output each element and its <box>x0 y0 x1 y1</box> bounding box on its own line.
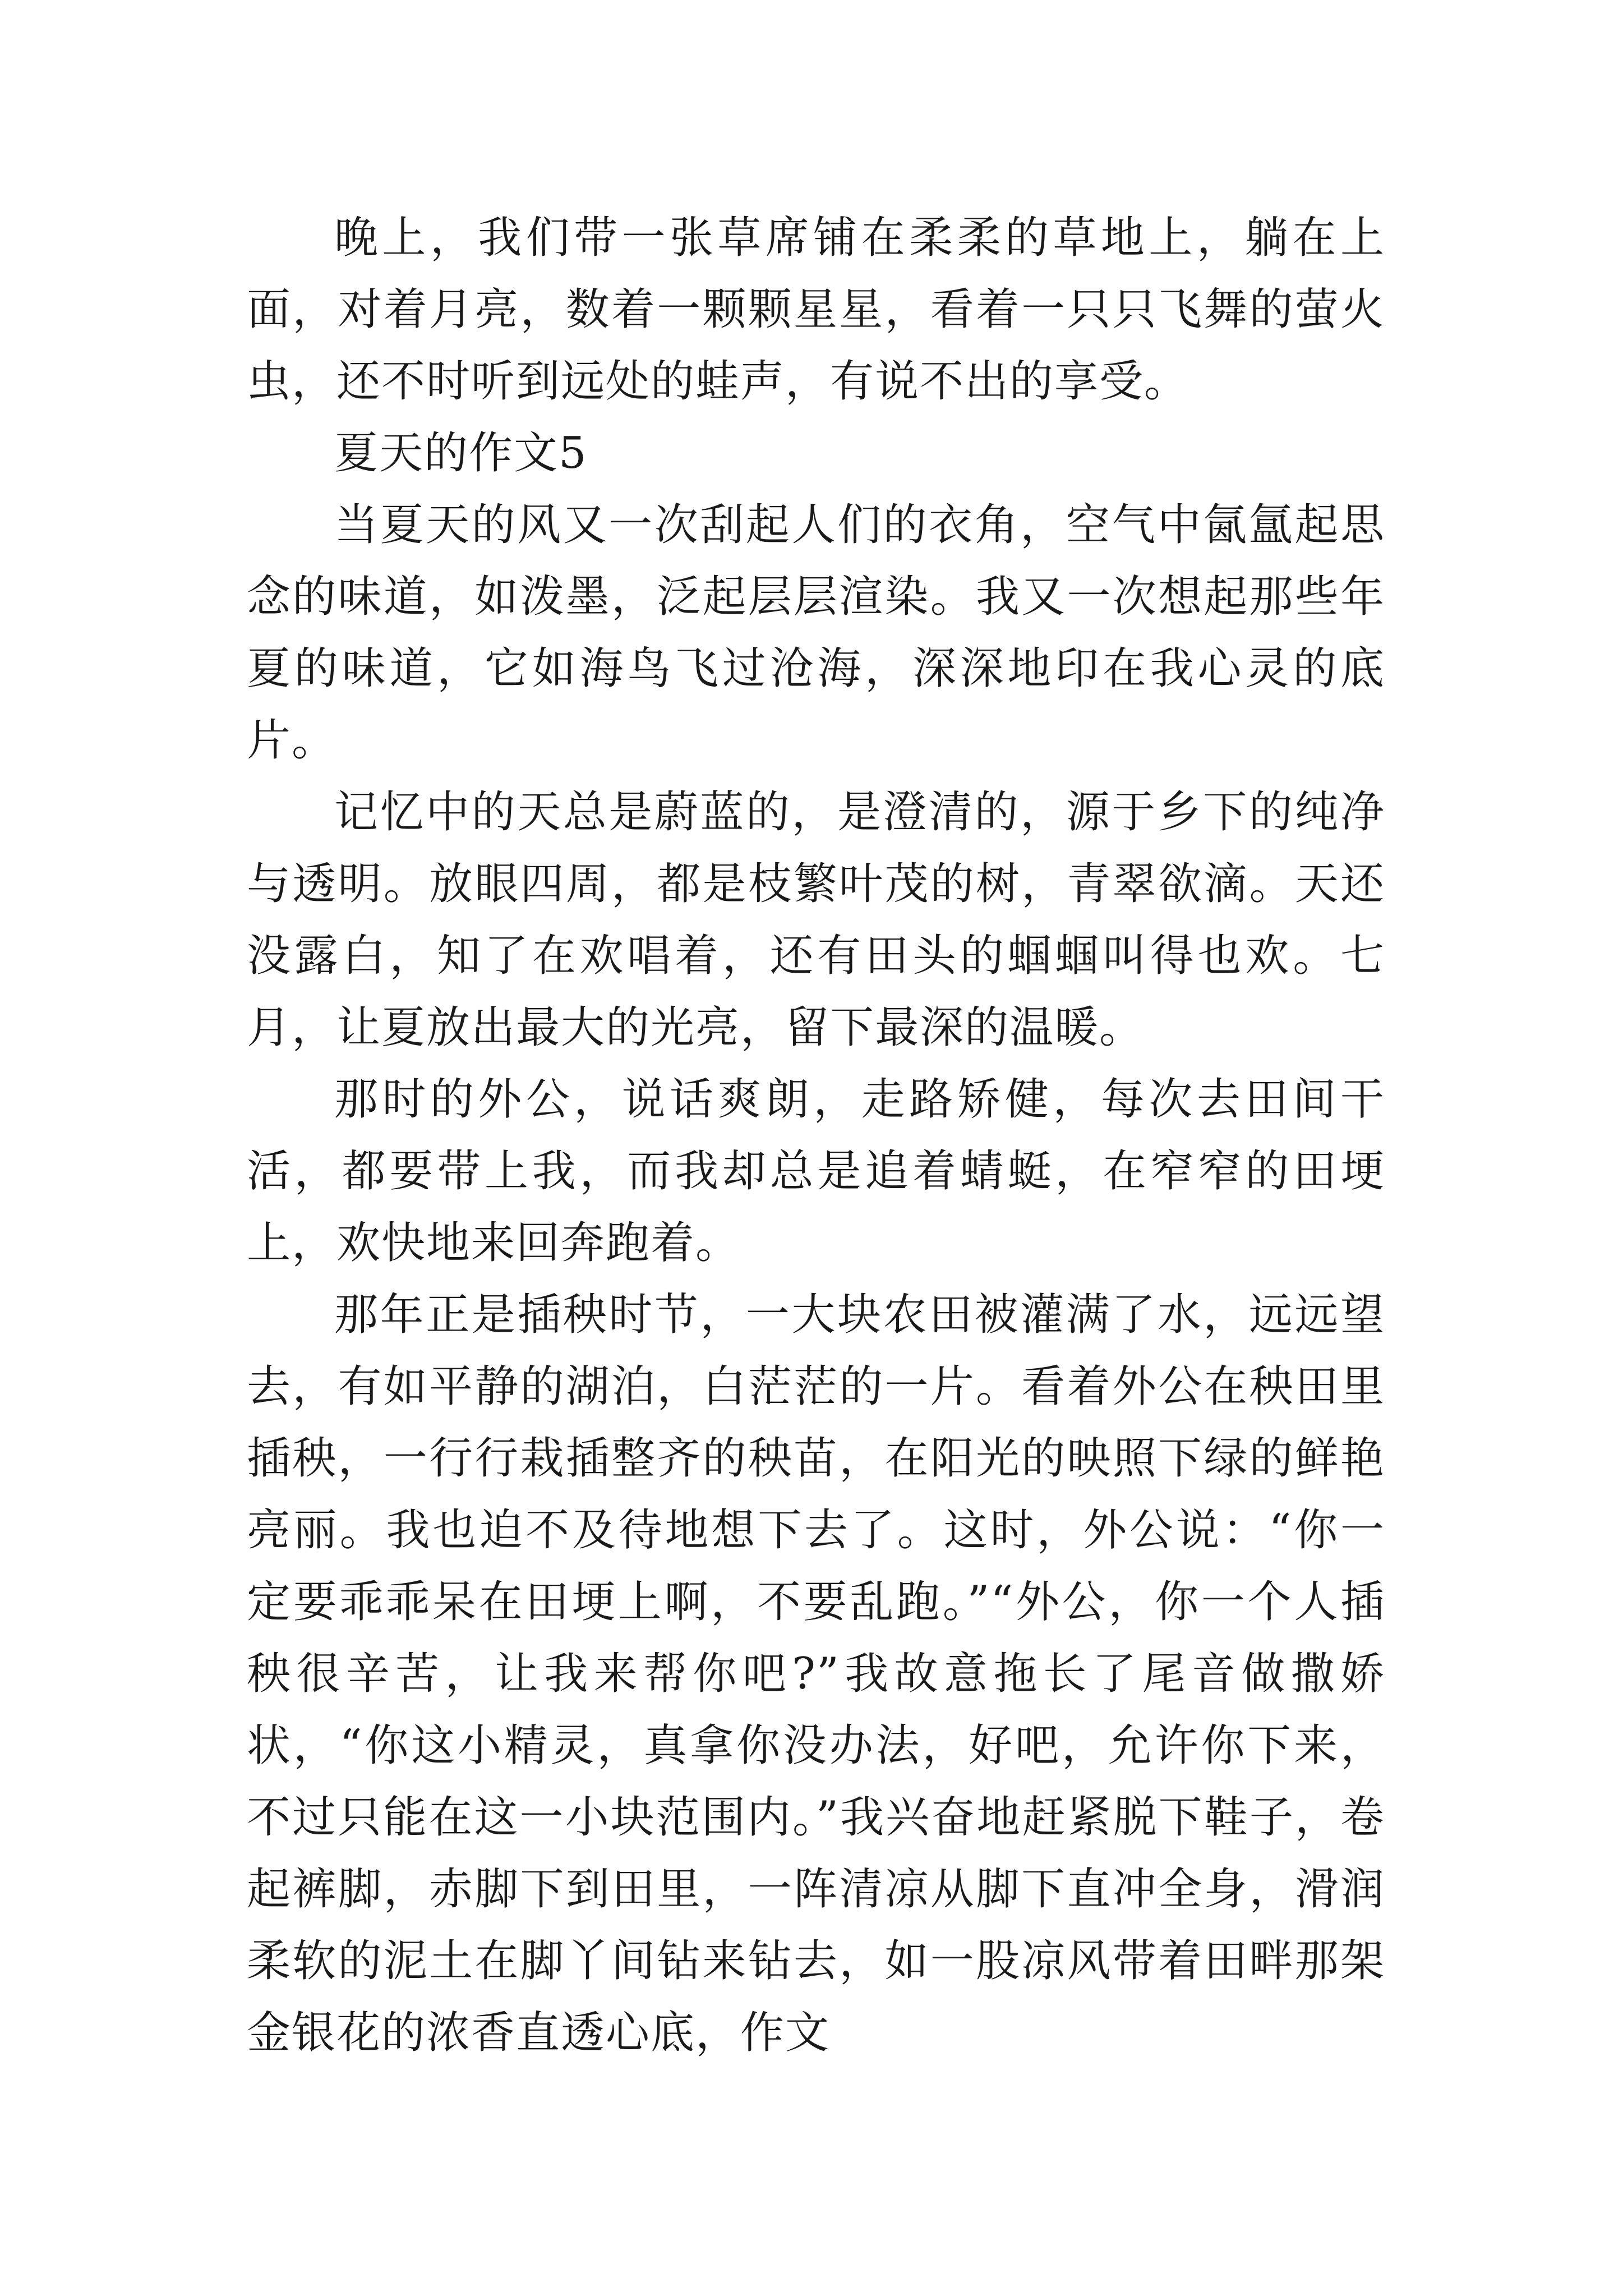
paragraph-summer-wind: 当夏天的风又一次刮起人们的衣角，空气中氤氲起思念的味道，如泼墨，泛起层层渲染。我又一次想起那些年夏的味道，它如海鸟飞过沧海，深深地印在我心灵的底片。 <box>247 500 1385 766</box>
paragraph-memory-sky: 记忆中的天总是蔚蓝的，是澄清的，源于乡下的纯净与透明。放眼四周，都是枝繁叶茂的树，青翠欲滴。天还没露白，知了在欢唱着，还有田头的蝈蝈叫得也欢。七月，让夏放出最大的光亮，留下最深的温暖。 <box>247 787 1385 1053</box>
essay-title: 夏天的作文5 <box>334 428 588 478</box>
document-body <box>247 202 1385 2069</box>
paragraph-night-stars: 晚上，我们带一张草席铺在柔柔的草地上，躺在上面，对着月亮，数着一颗颗星星，看着一只只飞舞的萤火虫，还不时听到远处的蛙声，有说不出的享受。 <box>247 213 1385 407</box>
paragraph-grandfather: 那时的外公，说话爽朗，走路矫健，每次去田间干活，都要带上我，而我却总是追着蜻蜓，在窄窄的田埂上，欢快地来回奔跑着。 <box>247 1074 1385 1268</box>
paragraph-rice-planting: 那年正是插秧时节，一大块农田被灌满了水，远远望去，有如平静的湖泊，白茫茫的一片。看着外公在秧田里插秧，一行行栽插整齐的秧苗，在阳光的映照下绿的鲜艳亮丽。我也迫不及待地想下去了。这时，外公说：“你一定要乖乖呆在田埂上啊，不要乱跑。”“外公，你一个人插秧很辛苦，让我来帮你吧?”我故意拖长了尾音做撒娇状，“你这小精灵，真拿你没办法，好吧，允许你下来，不过只能在这一小块范围内。”我兴奋地赶紧脱下鞋子，卷起裤脚，赤脚下到田里，一阵清凉从脚下直冲全身，滑润柔软的泥土在脚丫间钻来钻去，如一股凉风带着田畔那架金银花的浓香直透心底，作文 <box>247 1290 1385 2058</box>
